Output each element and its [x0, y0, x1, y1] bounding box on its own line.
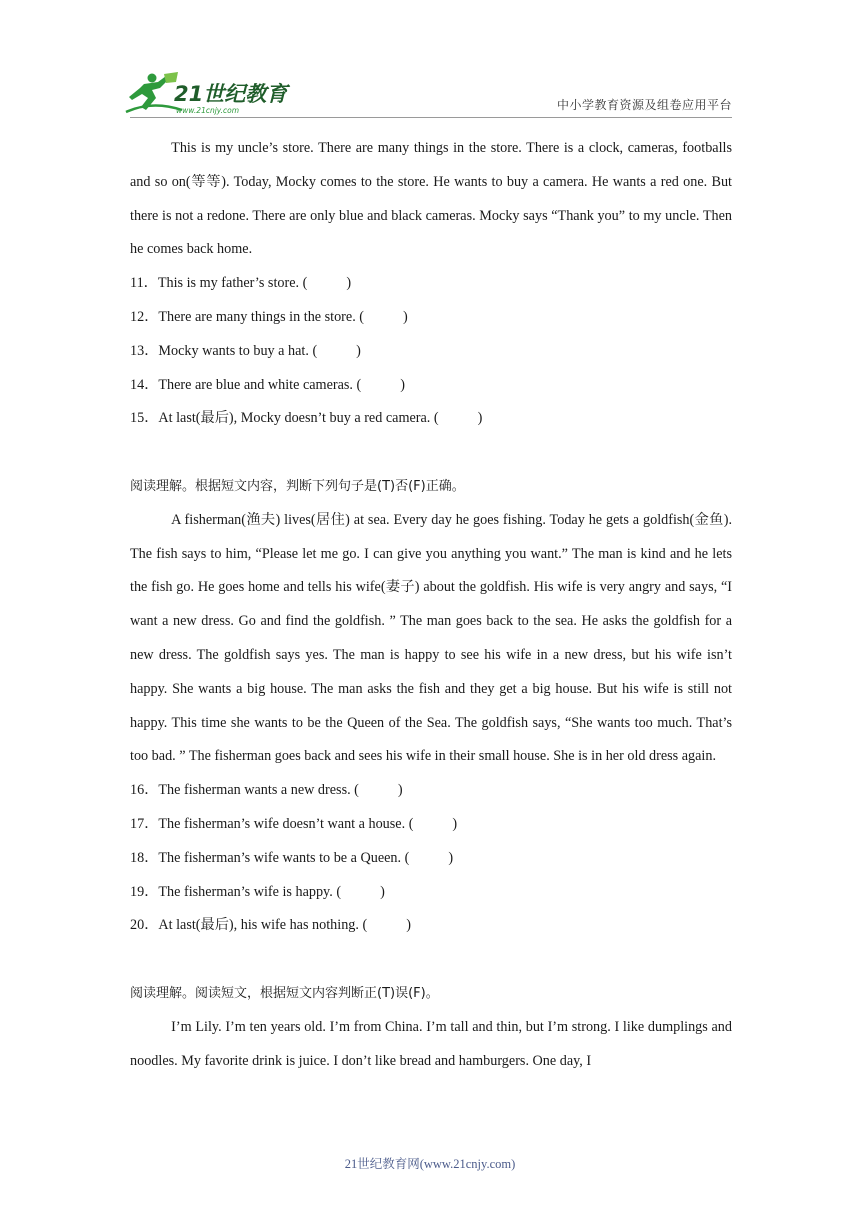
spacer — [130, 436, 732, 470]
page-footer: 21世纪教育网(www.21cnjy.com) — [344, 1157, 516, 1171]
section-2-instruction: 阅读理解。根据短文内容，判断下列句子是(T)否(F)正确。 — [130, 478, 465, 494]
passage-1: This is my uncle’s store. There are many things in the store. There is a clock, cameras, footballs and so on(等等). Today, Mocky comes to the store. He wants to buy a camera. He wants a red one. But there is not a redone. There are only blue and black cameras. Mocky says “Thank you” to my uncle. Then he comes back home. — [130, 140, 732, 258]
spacer — [130, 943, 732, 977]
passage-3: I’m Lily. I’m ten years old. I’m from China. I’m tall and thin, but I’m strong. I like dumplings and noodles. My favorite drink is juice. I don’t like bread and hamburgers. One day, I — [130, 1018, 732, 1069]
question-12: 12．There are many things in the store. ( ) — [130, 308, 408, 325]
question-19: 19．The fisherman’s wife is happy. ( ) — [130, 883, 385, 900]
page-header — [0, 0, 860, 120]
passage-2: A fisherman(渔夫) lives(居住) at sea. Every day he goes fishing. Today he gets a goldfish(金鱼). The fish says to him, “Please let me go. I can give you anything you want.” The man is kind and he lets the fish go. He goes home and tells his wife(妻子) about the goldfish. His wife is very angry and says, “I want a new dress. Go and find the goldfish. ” The man goes back to the sea. He asks the goldfish for a new dress. The goldfish says yes. The man is happy to see his wife in a new dress, but his wife isn’t happy. She wants a big house. The man asks the fish and they get a big house. But his wife is still not happy. This time she wants to be the Queen of the Sea. The goldfish says, “She wants too much. That’s too bad. ” The fisherman goes back and sees his wife in their small house. She is in her old dress again. — [130, 511, 732, 765]
question-18: 18．The fisherman’s wife wants to be a Queen. ( ) — [130, 849, 454, 866]
platform-name: 中小学教育资源及组卷应用平台 — [556, 98, 732, 112]
question-20: 20．At last(最后), his wife has nothing. ( ) — [130, 917, 411, 934]
header-divider — [130, 117, 732, 118]
question-13: 13．Mocky wants to buy a hat. ( ) — [130, 342, 361, 359]
question-17: 17．The fisherman’s wife doesn’t want a house. ( ) — [130, 815, 458, 832]
question-15: 15．At last(最后), Mocky doesn’t buy a red camera. ( ) — [130, 410, 483, 427]
document-body — [130, 132, 732, 1078]
logo-text: 21世纪教育 — [174, 82, 288, 106]
section-3-instruction: 阅读理解。阅读短文，根据短文内容判断正(T)误(F)。 — [130, 985, 439, 1001]
question-14: 14．There are blue and white cameras. ( ) — [130, 376, 405, 393]
question-11: 11．This is my father’s store. ( ) — [130, 275, 352, 292]
logo-url: www.21cnjy.com — [176, 106, 240, 115]
question-16: 16．The fisherman wants a new dress. ( ) — [130, 782, 403, 799]
logo-21cnjy — [122, 70, 292, 118]
